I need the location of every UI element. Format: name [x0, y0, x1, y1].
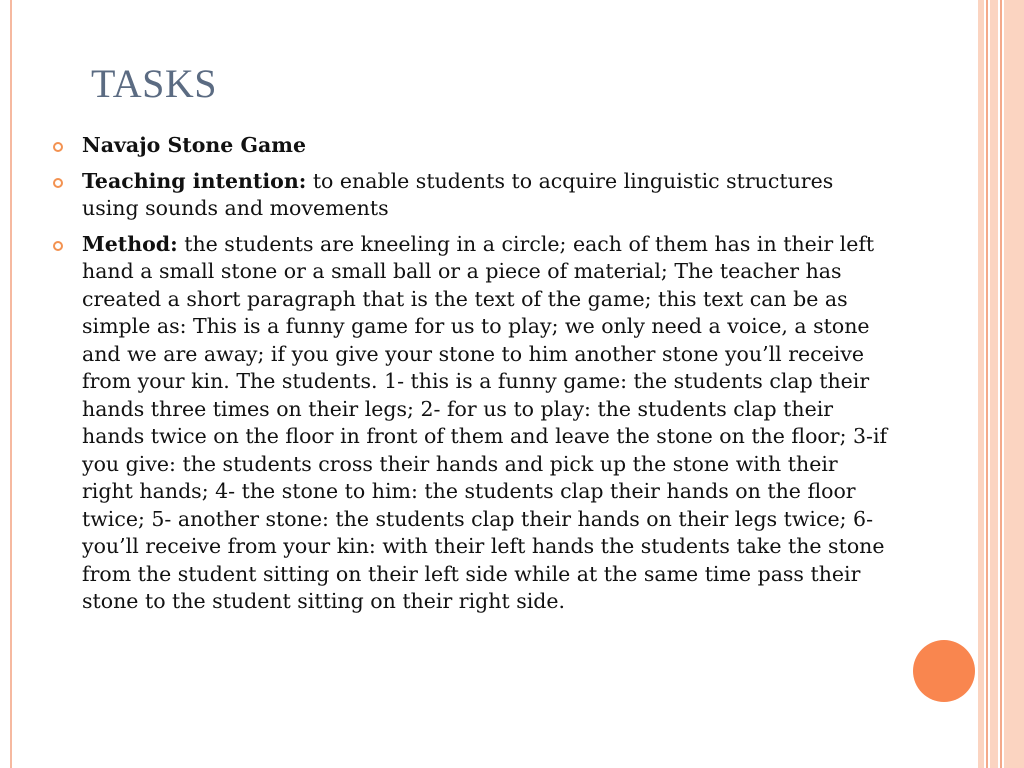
bullet-item-method: [52, 231, 892, 616]
right-stripe: [990, 0, 998, 768]
bullet-heading: Method:: [82, 231, 178, 256]
bullet-text: the students are kneeling in a circle; each of them has in their left hand a small stone or a small ball or a piece of material; The teacher has created a short paragraph that is the text of the game; this text can be as simple as: This is a funny game for us to play; we only need a voice, a stone and we are away; if you give your stone to him another stone you’ll receive from your kin. The students. 1- this is a funny game: the students clap their hands three times on their legs; 2- for us to play: the students clap their hands twice on the floor in front of them and leave the stone on the floor; 3-if you give: the students cross their hands and pick up the stone with their right hands; 4- the stone to him: the students clap their hands on the floor twice; 5- another stone: the students clap their hands on their legs twice; 6- you’ll receive from your kin: with their left hands the students take the stone from the student sitting on their left side while at the same time pass their stone to the student sitting on their right side.: [82, 231, 888, 613]
right-stripe: [1004, 0, 1024, 768]
bullet-list: [52, 132, 892, 624]
left-border-line: [10, 0, 12, 768]
right-stripe: [978, 0, 984, 768]
bullet-icon: [53, 142, 63, 152]
slide-title: TASKS: [91, 61, 217, 106]
bullet-icon: [53, 241, 63, 251]
orange-circle-decoration: [913, 640, 975, 702]
bullet-text: to enable students to acquire linguistic structures using sounds and movements: [82, 168, 834, 220]
bullet-heading: Navajo Stone Game: [82, 133, 306, 157]
bullet-item-game-name: [52, 132, 892, 160]
bullet-item-teaching-intention: [52, 168, 892, 223]
right-stripe: [1000, 0, 1002, 768]
bullet-heading: Teaching intention:: [82, 168, 307, 193]
bullet-icon: [53, 178, 63, 188]
right-stripe: [986, 0, 988, 768]
